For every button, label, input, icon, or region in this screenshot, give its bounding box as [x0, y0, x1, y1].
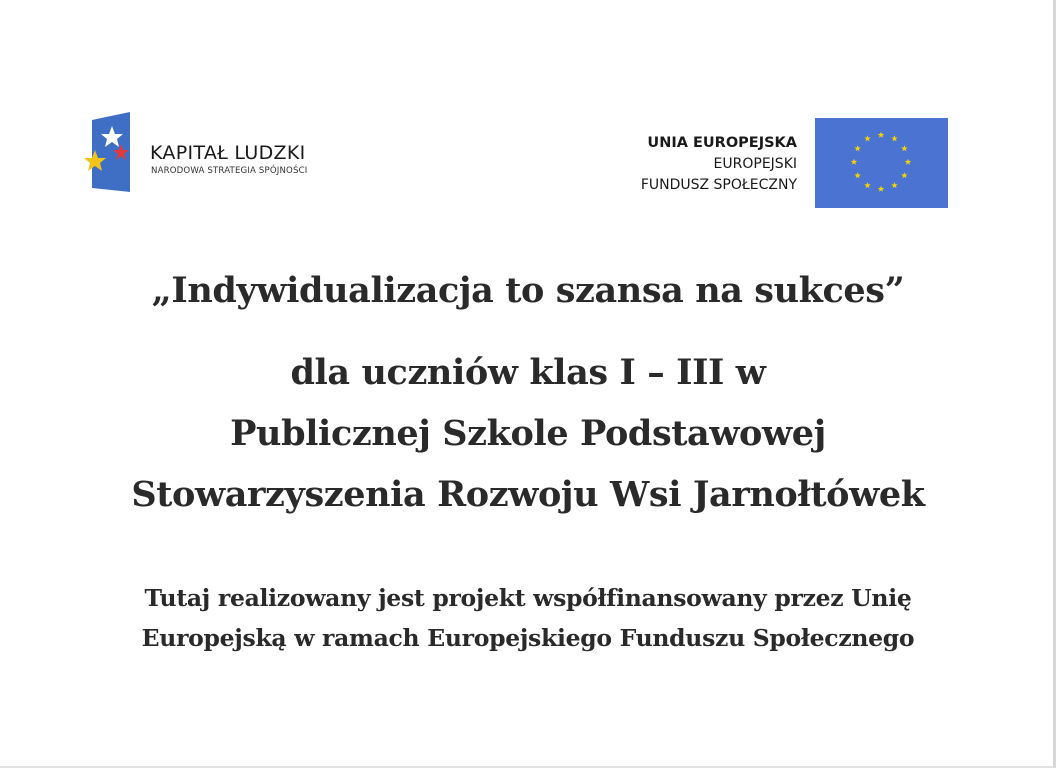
subtitle-line: dla uczniów klas I – III w	[290, 352, 766, 393]
eu-text-block	[641, 133, 797, 196]
subtitle-line: Stowarzyszenia Rozwoju Wsi Jarnołtówek	[131, 474, 925, 515]
eu-line-european: EUROPEJSKI	[713, 156, 797, 172]
subtitle-line: Publicznej Szkole Podstawowej	[230, 413, 826, 454]
project-title: „Indywidualizacja to szansa na sukces”	[151, 270, 905, 311]
kapital-ludzki-title: KAPITAŁ LUDZKI	[150, 142, 306, 164]
project-subtitle	[0, 342, 1056, 525]
eu-flag-icon	[815, 118, 948, 208]
kapital-ludzki-subtitle: NARODOWA STRATEGIA SPÓJNOŚCI	[151, 166, 308, 176]
funding-line: Europejską w ramach Europejskiego Funduszu Społecznego	[141, 624, 915, 652]
funding-statement	[0, 578, 1056, 658]
funding-line: Tutaj realizowany jest projekt współfinansowany przez Unię	[144, 584, 912, 612]
kapital-ludzki-logo-icon	[84, 110, 132, 196]
eu-line-social-fund: FUNDUSZ SPOŁECZNY	[640, 177, 797, 193]
eu-line-union: UNIA EUROPEJSKA	[647, 135, 797, 151]
